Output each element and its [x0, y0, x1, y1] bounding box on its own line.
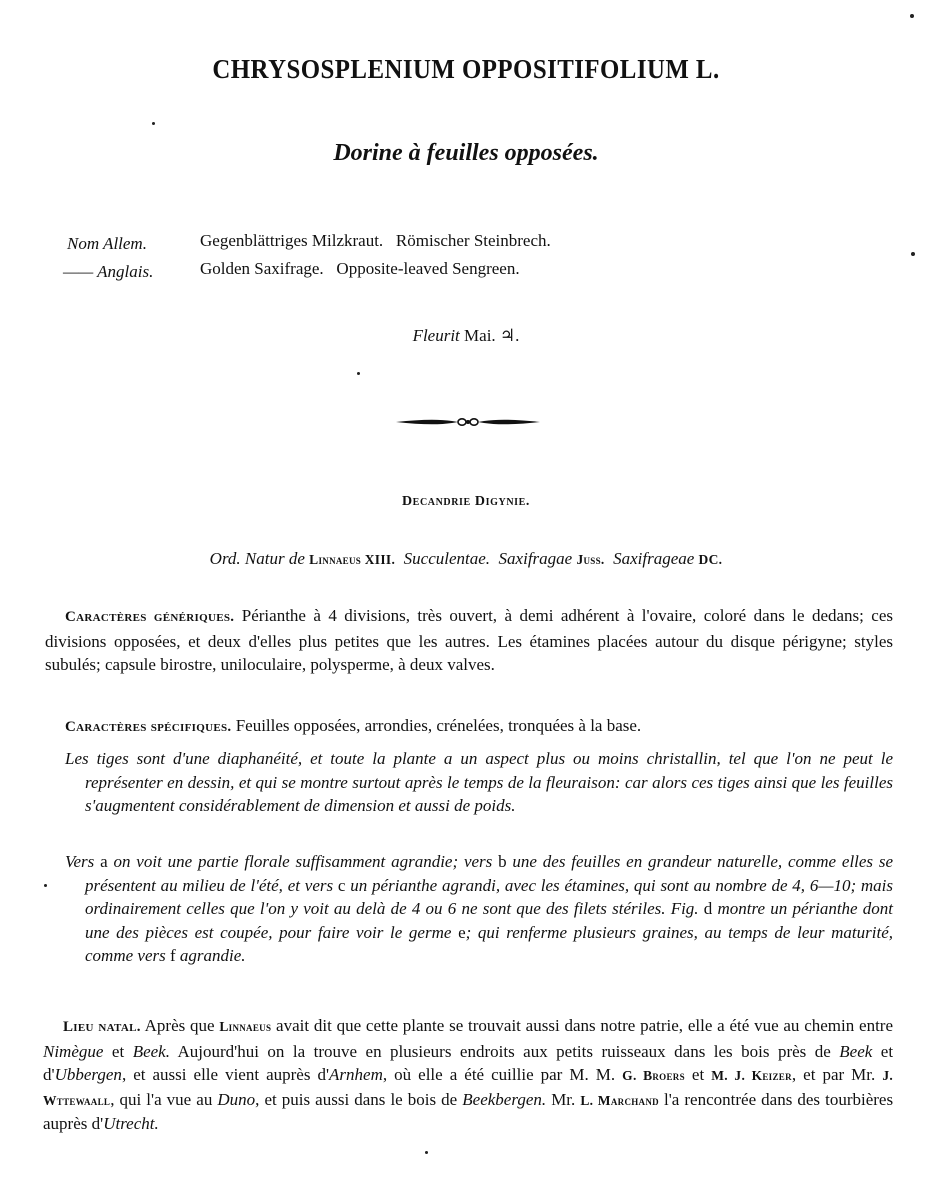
person-keizer: M. J. Keizer [711, 1068, 792, 1083]
specific-heading: Caractères spécifiques. [65, 719, 232, 735]
place-beek: Beek. [132, 1041, 170, 1061]
place-beekbergen: Beekbergen. [462, 1089, 547, 1109]
linnaean-class: Decandrie Digynie. [401, 494, 531, 509]
habitat-text: , et par Mr. [791, 1065, 876, 1084]
desc-text: un périanthe agrandi, avec les étamines, qui sont au nombre de 4, 6—10; mais ordinairement celles que l'on y voit au delà de 4 ou 6 ne sont que des filets stériles. Fig. [85, 875, 894, 918]
specific-text: Feuilles opposées, arrondies, crénelées, tronquées à la base. [235, 716, 642, 735]
habitat-text: avait dit que cette plante se trouvait aussi dans notre patrie, elle a été vue au chemin entre [276, 1016, 894, 1035]
place-arnhem: Arnhem [329, 1065, 383, 1084]
saxifragae: Saxifragae [498, 549, 573, 568]
print-speck [44, 884, 47, 887]
habitat-text: , qui l'a vue au [110, 1089, 213, 1109]
habitat-text: Mr. [551, 1089, 576, 1109]
english-name-value: Golden Saxifrage. Opposite-leaved Sengreen. [200, 259, 520, 278]
place-ubbergen: Ubbergen [54, 1065, 122, 1084]
habitat-paragraph [43, 1014, 893, 1136]
habitat-text: et d' [43, 1041, 894, 1084]
page-title: CHRYSOSPLENIUM OPPOSITIFOLIUM L. [212, 54, 720, 84]
german-name-label: Nom Allem. [67, 234, 147, 253]
english-name-label: —— Anglais. [63, 262, 154, 281]
figure-ref-d: d [703, 899, 713, 918]
person-broers: G. Broers [622, 1068, 685, 1083]
desc-text: Vers [65, 852, 95, 871]
figure-ref-c: c [337, 875, 346, 895]
specific-characters [45, 714, 893, 740]
generic-heading: Caractères génériques. [65, 609, 235, 625]
habitat-heading: Lieu natal. [63, 1019, 141, 1035]
print-speck [911, 252, 915, 256]
natural-order-line [0, 549, 932, 569]
place-utrecht: Utrecht. [103, 1114, 159, 1133]
print-speck [910, 14, 914, 18]
saxifrageae: Saxifrageae [613, 549, 695, 568]
person-wttewaall: J. Wttewaall [43, 1068, 894, 1108]
desc-text: montre un périanthe dont une des pièces est coupée, pour faire voir le germe [85, 899, 894, 942]
place-nimegue: Nimègue [43, 1041, 104, 1061]
succulentae: Succulentae. [403, 549, 491, 568]
habitat-text: , où elle a été cuillie par M. M. [382, 1065, 616, 1084]
print-speck [357, 372, 360, 375]
description-paragraph-1: Les tiges sont d'une diaphanéité, et toute la plante a un aspect plus ou moins christallin, tel que l'on ne peut le représenter en dessin, et qui se montre surtout après le temps de la fleuraison: car alors ces tiges ainsi que les feuilles s'augmentent considérablement de dimension et aussi de poids. [65, 749, 893, 815]
generic-text: Périanthe à 4 divisions, très ouvert, à demi adhérent à l'ovaire, coloré dans le dedans; ces divisions opposées, et deux d'elles plus petites que les autres. Les étamines placées autour du disque périgyne; styles subulés; capsule birostre, uniloculaire, polysperme, à deux valves. [45, 606, 894, 674]
habitat-text: Aujourd'hui on la trouve en plusieurs endroits aux petits ruisseaux dans les bois près de [177, 1041, 831, 1061]
flowering-line [0, 326, 932, 346]
perennial-symbol: ♃. [499, 326, 520, 345]
generic-characters [45, 604, 893, 677]
person-marchand: L. Marchand [580, 1092, 659, 1108]
place-duno: Duno [217, 1089, 256, 1109]
figure-ref-e: e [458, 922, 466, 942]
habitat-text: et [691, 1065, 705, 1084]
ornament-divider [396, 414, 540, 430]
desc-text: on voit une partie florale suffisamment agrandie; vers [113, 852, 493, 871]
page-subtitle: Dorine à feuilles opposées. [333, 140, 599, 166]
figure-ref-a: a [100, 852, 108, 871]
german-name-value: Gegenblättriges Milzkraut. Römischer Steinbrech. [200, 231, 551, 250]
habitat-text: l'a rencontrée dans des tourbières auprès d' [43, 1089, 894, 1133]
flowering-month: Mai. [464, 326, 496, 345]
figure-ref-b: b [498, 852, 507, 871]
desc-text: ; qui renferme plusieurs graines, au temps de leur maturité, comme vers [85, 922, 893, 965]
place-beek: Beek [839, 1041, 873, 1061]
order-prefix: Ord. Natur de [209, 549, 305, 568]
print-speck [152, 122, 155, 125]
habitat-text: Après que [144, 1016, 215, 1035]
linnaeus-ref: Linnaeus XIII. [309, 552, 396, 567]
person-linnaeus: Linnaeus [219, 1019, 272, 1034]
habitat-text: , et aussi elle vient auprès d' [121, 1065, 330, 1084]
habitat-text: et [111, 1041, 125, 1061]
flowering-label: Fleurit [412, 326, 460, 345]
description-paragraph-2 [65, 850, 894, 968]
print-speck [425, 1151, 428, 1154]
figure-ref-f: f [169, 946, 176, 965]
jussieu-ref: Juss. [576, 552, 605, 567]
candolle-ref: DC. [698, 552, 723, 567]
desc-text: agrandie. [179, 946, 246, 965]
desc-text: une des feuilles en grandeur naturelle, comme elles se présentent au milieu de l'été, et vers [85, 852, 894, 895]
habitat-text: , et puis aussi dans le bois de [255, 1089, 458, 1109]
